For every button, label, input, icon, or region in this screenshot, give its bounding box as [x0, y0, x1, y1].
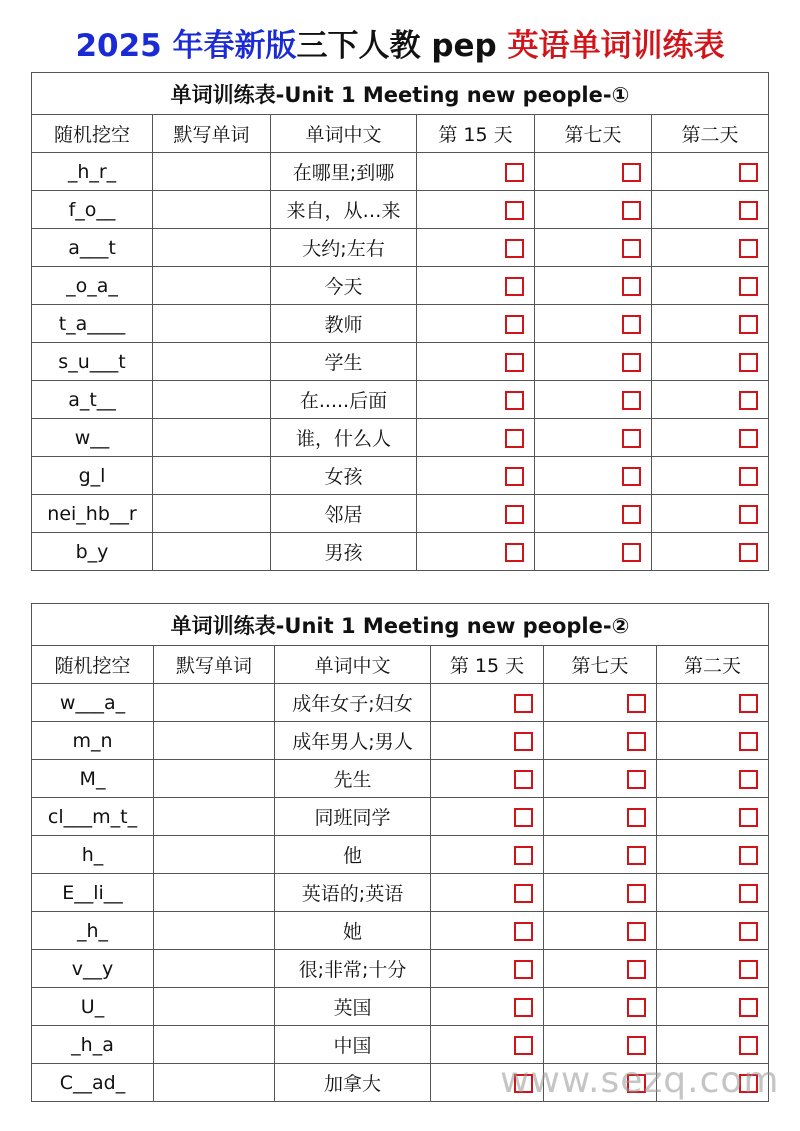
blank-word: w___a_ — [32, 684, 154, 722]
checkbox[interactable] — [739, 543, 758, 562]
column-header: 第二天 — [652, 115, 769, 153]
column-header: 第二天 — [657, 646, 769, 684]
chinese-meaning: 她 — [275, 912, 431, 950]
table-row — [32, 267, 769, 305]
checkbox[interactable] — [514, 770, 533, 789]
blank-word: _h_r_ — [32, 153, 153, 191]
dictation-cell[interactable] — [153, 191, 271, 229]
table-row — [32, 305, 769, 343]
check-cell — [417, 267, 535, 305]
blank-word: f_o__ — [32, 191, 153, 229]
chinese-meaning: 谁，什么人 — [271, 419, 417, 457]
checkbox[interactable] — [505, 429, 524, 448]
checkbox[interactable] — [739, 315, 758, 334]
check-cell — [431, 950, 544, 988]
check-cell — [431, 798, 544, 836]
checkbox[interactable] — [514, 922, 533, 941]
check-cell — [657, 684, 769, 722]
column-header: 第七天 — [544, 646, 657, 684]
header-row — [32, 646, 769, 684]
column-header: 随机挖空 — [32, 115, 153, 153]
title-part3: 英语单词训练表 — [507, 28, 725, 64]
dictation-cell[interactable] — [154, 798, 275, 836]
check-cell — [417, 419, 535, 457]
check-cell — [652, 533, 769, 571]
title-part2: 三下人教 pep — [296, 28, 508, 64]
checkbox[interactable] — [505, 201, 524, 220]
table-row — [32, 836, 769, 874]
check-cell — [417, 381, 535, 419]
blank-word: t_a____ — [32, 305, 153, 343]
check-cell — [535, 419, 652, 457]
blank-word: C__ad_ — [32, 1064, 154, 1102]
chinese-meaning: 他 — [275, 836, 431, 874]
check-cell — [657, 988, 769, 1026]
dictation-cell[interactable] — [154, 722, 275, 760]
check-cell — [652, 267, 769, 305]
checkbox[interactable] — [739, 808, 758, 827]
checkbox[interactable] — [627, 884, 646, 903]
checkbox[interactable] — [739, 1036, 758, 1055]
chinese-meaning: 很;非常;十分 — [275, 950, 431, 988]
column-header: 第 15 天 — [431, 646, 544, 684]
chinese-meaning: 英语的;英语 — [275, 874, 431, 912]
checkbox[interactable] — [739, 770, 758, 789]
checkbox[interactable] — [505, 353, 524, 372]
check-cell — [544, 988, 657, 1026]
checkbox[interactable] — [622, 505, 641, 524]
check-cell — [544, 684, 657, 722]
blank-word: g_l — [32, 457, 153, 495]
check-cell — [417, 495, 535, 533]
check-cell — [652, 495, 769, 533]
checkbox[interactable] — [739, 922, 758, 941]
checkbox[interactable] — [514, 846, 533, 865]
table-row — [32, 495, 769, 533]
checkbox[interactable] — [622, 315, 641, 334]
check-cell — [652, 153, 769, 191]
check-cell — [535, 153, 652, 191]
checkbox[interactable] — [505, 163, 524, 182]
checkbox[interactable] — [739, 884, 758, 903]
check-cell — [544, 836, 657, 874]
checkbox[interactable] — [739, 505, 758, 524]
dictation-cell[interactable] — [154, 1026, 275, 1064]
blank-word: b_y — [32, 533, 153, 571]
table-row — [32, 191, 769, 229]
column-header: 单词中文 — [271, 115, 417, 153]
dictation-cell[interactable] — [154, 912, 275, 950]
table-row — [32, 1026, 769, 1064]
check-cell — [535, 381, 652, 419]
checkbox[interactable] — [505, 277, 524, 296]
checkbox[interactable] — [514, 808, 533, 827]
check-cell — [535, 495, 652, 533]
checkbox[interactable] — [514, 884, 533, 903]
table-row — [32, 874, 769, 912]
chinese-meaning: 加拿大 — [275, 1064, 431, 1102]
table-row — [32, 760, 769, 798]
blank-word: v__y — [32, 950, 154, 988]
checkbox[interactable] — [505, 391, 524, 410]
check-cell — [431, 1026, 544, 1064]
check-cell — [657, 912, 769, 950]
dictation-cell[interactable] — [153, 419, 271, 457]
blank-word: cl___m_t_ — [32, 798, 154, 836]
check-cell — [535, 229, 652, 267]
check-cell — [417, 305, 535, 343]
checkbox[interactable] — [622, 391, 641, 410]
blank-word: a_t__ — [32, 381, 153, 419]
chinese-meaning: 同班同学 — [275, 798, 431, 836]
check-cell — [544, 950, 657, 988]
checkbox[interactable] — [739, 201, 758, 220]
checkbox[interactable] — [739, 163, 758, 182]
dictation-cell[interactable] — [154, 988, 275, 1026]
check-cell — [535, 267, 652, 305]
check-cell — [657, 836, 769, 874]
checkbox[interactable] — [622, 201, 641, 220]
checkbox[interactable] — [622, 467, 641, 486]
column-header: 随机挖空 — [32, 646, 154, 684]
chinese-meaning: 邻居 — [271, 495, 417, 533]
check-cell — [652, 229, 769, 267]
checkbox[interactable] — [622, 239, 641, 258]
check-cell — [652, 191, 769, 229]
check-cell — [657, 874, 769, 912]
checkbox[interactable] — [627, 1036, 646, 1055]
dictation-cell[interactable] — [153, 229, 271, 267]
checkbox[interactable] — [514, 732, 533, 751]
check-cell — [431, 684, 544, 722]
chinese-meaning: 大约;左右 — [271, 229, 417, 267]
chinese-meaning: 成年男人;男人 — [275, 722, 431, 760]
title-part1: 2025 年春新版 — [75, 28, 297, 64]
check-cell — [544, 722, 657, 760]
checkbox[interactable] — [739, 998, 758, 1017]
check-cell — [431, 722, 544, 760]
check-cell — [417, 229, 535, 267]
dictation-cell[interactable] — [154, 950, 275, 988]
table-row — [32, 419, 769, 457]
check-cell — [657, 760, 769, 798]
check-cell — [652, 419, 769, 457]
column-header: 第 15 天 — [417, 115, 535, 153]
blank-word: m_n — [32, 722, 154, 760]
blank-word: U_ — [32, 988, 154, 1026]
column-header: 默写单词 — [153, 115, 271, 153]
check-cell — [652, 457, 769, 495]
table-row — [32, 533, 769, 571]
checkbox[interactable] — [739, 239, 758, 258]
checkbox[interactable] — [622, 163, 641, 182]
checkbox[interactable] — [627, 998, 646, 1017]
dictation-cell[interactable] — [154, 836, 275, 874]
checkbox[interactable] — [514, 1036, 533, 1055]
blank-word: _o_a_ — [32, 267, 153, 305]
check-cell — [417, 343, 535, 381]
table-row — [32, 988, 769, 1026]
table-row — [32, 229, 769, 267]
blank-word: M_ — [32, 760, 154, 798]
dictation-cell[interactable] — [154, 760, 275, 798]
table-caption-row — [32, 73, 769, 115]
word-table-1 — [31, 72, 769, 571]
checkbox[interactable] — [739, 732, 758, 751]
chinese-meaning: 成年女子;妇女 — [275, 684, 431, 722]
check-cell — [431, 874, 544, 912]
table-row — [32, 912, 769, 950]
table-row — [32, 950, 769, 988]
dictation-cell[interactable] — [154, 874, 275, 912]
checkbox[interactable] — [739, 277, 758, 296]
chinese-meaning: 在哪里;到哪 — [271, 153, 417, 191]
table-row — [32, 798, 769, 836]
check-cell — [652, 343, 769, 381]
blank-word: h_ — [32, 836, 154, 874]
check-cell — [657, 950, 769, 988]
checkbox[interactable] — [505, 467, 524, 486]
chinese-meaning: 来自，从…来 — [271, 191, 417, 229]
check-cell — [535, 305, 652, 343]
checkbox[interactable] — [627, 732, 646, 751]
checkbox[interactable] — [739, 391, 758, 410]
check-cell — [544, 760, 657, 798]
chinese-meaning: 男孩 — [271, 533, 417, 571]
check-cell — [417, 191, 535, 229]
dictation-cell[interactable] — [153, 267, 271, 305]
checkbox[interactable] — [627, 694, 646, 713]
table-caption-row — [32, 604, 769, 646]
table-row — [32, 343, 769, 381]
checkbox[interactable] — [627, 808, 646, 827]
check-cell — [431, 760, 544, 798]
check-cell — [657, 798, 769, 836]
check-cell — [544, 874, 657, 912]
checkbox[interactable] — [505, 505, 524, 524]
check-cell — [535, 533, 652, 571]
word-table-2 — [31, 603, 769, 1102]
chinese-meaning: 在.....后面 — [271, 381, 417, 419]
column-header: 默写单词 — [154, 646, 275, 684]
check-cell — [431, 988, 544, 1026]
dictation-cell[interactable] — [154, 1064, 275, 1102]
checkbox[interactable] — [505, 315, 524, 334]
checkbox[interactable] — [627, 922, 646, 941]
page-title — [0, 20, 800, 65]
check-cell — [535, 343, 652, 381]
dictation-cell[interactable] — [154, 684, 275, 722]
watermark: www.sezq.com — [500, 1060, 780, 1101]
check-cell — [652, 381, 769, 419]
checkbox[interactable] — [622, 429, 641, 448]
blank-word: a___t — [32, 229, 153, 267]
column-header: 第七天 — [535, 115, 652, 153]
check-cell — [417, 457, 535, 495]
blank-word: E__li__ — [32, 874, 154, 912]
check-cell — [652, 305, 769, 343]
dictation-cell[interactable] — [153, 533, 271, 571]
checkbox[interactable] — [622, 277, 641, 296]
blank-word: w__ — [32, 419, 153, 457]
checkbox[interactable] — [627, 960, 646, 979]
checkbox[interactable] — [622, 543, 641, 562]
checkbox[interactable] — [622, 353, 641, 372]
chinese-meaning: 女孩 — [271, 457, 417, 495]
table-row — [32, 153, 769, 191]
blank-word: _h_a — [32, 1026, 154, 1064]
checkbox[interactable] — [505, 543, 524, 562]
check-cell — [544, 1026, 657, 1064]
check-cell — [431, 836, 544, 874]
checkbox[interactable] — [739, 467, 758, 486]
blank-word: _h_ — [32, 912, 154, 950]
checkbox[interactable] — [739, 353, 758, 372]
table-caption: 单词训练表-Unit 1 Meeting new people-② — [32, 604, 769, 646]
table-row — [32, 381, 769, 419]
check-cell — [657, 1026, 769, 1064]
check-cell — [544, 798, 657, 836]
check-cell — [535, 457, 652, 495]
checkbox[interactable] — [627, 770, 646, 789]
check-cell — [431, 912, 544, 950]
checkbox[interactable] — [739, 960, 758, 979]
blank-word: s_u___t — [32, 343, 153, 381]
chinese-meaning: 先生 — [275, 760, 431, 798]
dictation-cell[interactable] — [153, 343, 271, 381]
checkbox[interactable] — [739, 694, 758, 713]
check-cell — [535, 191, 652, 229]
checkbox[interactable] — [739, 846, 758, 865]
chinese-meaning: 学生 — [271, 343, 417, 381]
dictation-cell[interactable] — [153, 305, 271, 343]
table-row — [32, 684, 769, 722]
chinese-meaning: 中国 — [275, 1026, 431, 1064]
checkbox[interactable] — [627, 846, 646, 865]
chinese-meaning: 教师 — [271, 305, 417, 343]
dictation-cell[interactable] — [153, 153, 271, 191]
blank-word: nei_hb__r — [32, 495, 153, 533]
check-cell — [544, 912, 657, 950]
check-cell — [417, 153, 535, 191]
checkbox[interactable] — [739, 429, 758, 448]
dictation-cell[interactable] — [153, 381, 271, 419]
checkbox[interactable] — [514, 960, 533, 979]
check-cell — [417, 533, 535, 571]
chinese-meaning: 今天 — [271, 267, 417, 305]
column-header: 单词中文 — [275, 646, 431, 684]
table-row — [32, 457, 769, 495]
checkbox[interactable] — [514, 998, 533, 1017]
header-row — [32, 115, 769, 153]
check-cell — [657, 722, 769, 760]
dictation-cell[interactable] — [153, 457, 271, 495]
chinese-meaning: 英国 — [275, 988, 431, 1026]
checkbox[interactable] — [514, 694, 533, 713]
dictation-cell[interactable] — [153, 495, 271, 533]
table-row — [32, 722, 769, 760]
checkbox[interactable] — [505, 239, 524, 258]
table-caption: 单词训练表-Unit 1 Meeting new people-① — [32, 73, 769, 115]
